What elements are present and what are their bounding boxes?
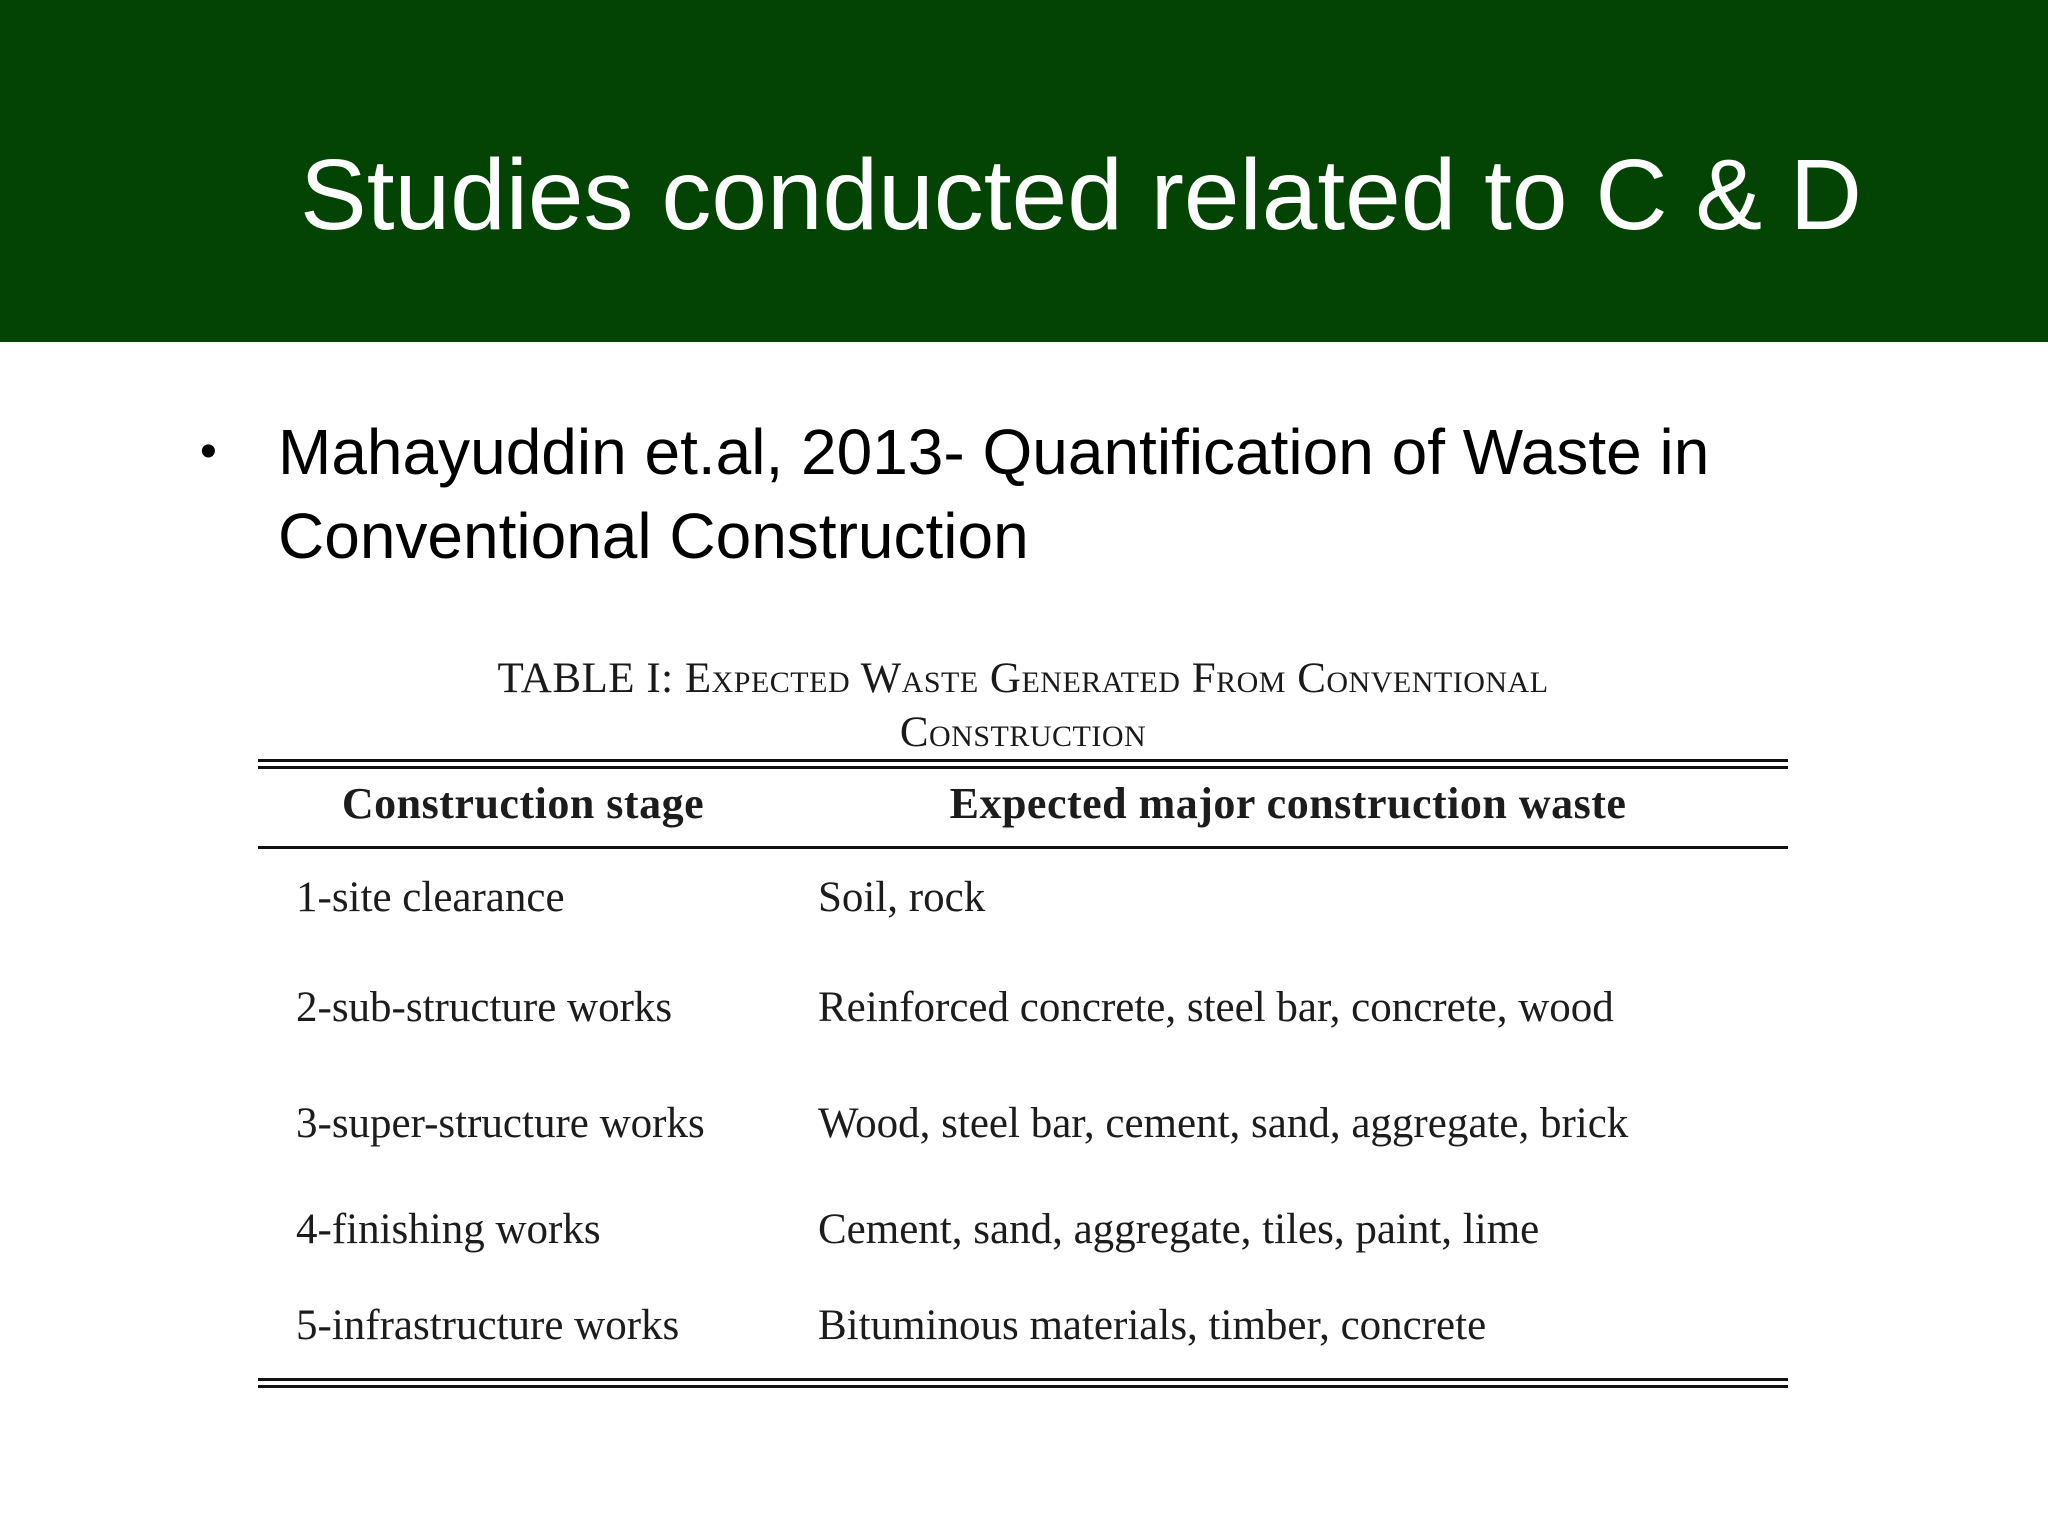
table-bottom-rule-2 <box>258 1385 1788 1388</box>
table-row <box>258 1066 1788 1182</box>
table-bottom-rule-1 <box>258 1378 1788 1381</box>
stage-cell: 4-finishing works <box>296 1206 601 1253</box>
stage-cell: 5-infrastructure works <box>296 1302 680 1349</box>
slide-title: Studies conducted related to C & D <box>300 139 1863 251</box>
waste-cell: Bituminous materials, timber, concrete <box>818 1302 1487 1349</box>
waste-cell: Reinforced concrete, steel bar, concrete, wood <box>818 984 1614 1031</box>
waste-table <box>258 760 1788 1374</box>
waste-cell: Wood, steel bar, cement, sand, aggregate, brick <box>818 1100 1629 1147</box>
table-caption-line-2: Construction <box>899 709 1147 756</box>
table-caption-line-1: TABLE I: Expected Waste Generated From Conventional <box>497 655 1549 702</box>
table-caption <box>258 652 1788 760</box>
waste-cell: Cement, sand, aggregate, tiles, paint, lime <box>818 1206 1540 1253</box>
table-row <box>258 950 1788 1066</box>
column-header-waste: Expected major construction waste <box>949 778 1627 828</box>
column-header-stage: Construction stage <box>341 778 705 828</box>
table-row <box>258 846 1788 950</box>
table-header-row <box>258 760 1788 846</box>
stage-cell: 2-sub-structure works <box>296 984 673 1031</box>
bullet-text: Mahayuddin et.al, 2013- Quantification of Waste in Conventional Construction <box>278 416 1710 572</box>
bullet-dot-icon: • <box>200 425 217 478</box>
stage-cell: 1-site clearance <box>296 874 565 921</box>
table-row <box>258 1278 1788 1374</box>
waste-cell: Soil, rock <box>818 874 986 921</box>
stage-cell: 3-super-structure works <box>296 1100 705 1147</box>
table-row <box>258 1182 1788 1278</box>
